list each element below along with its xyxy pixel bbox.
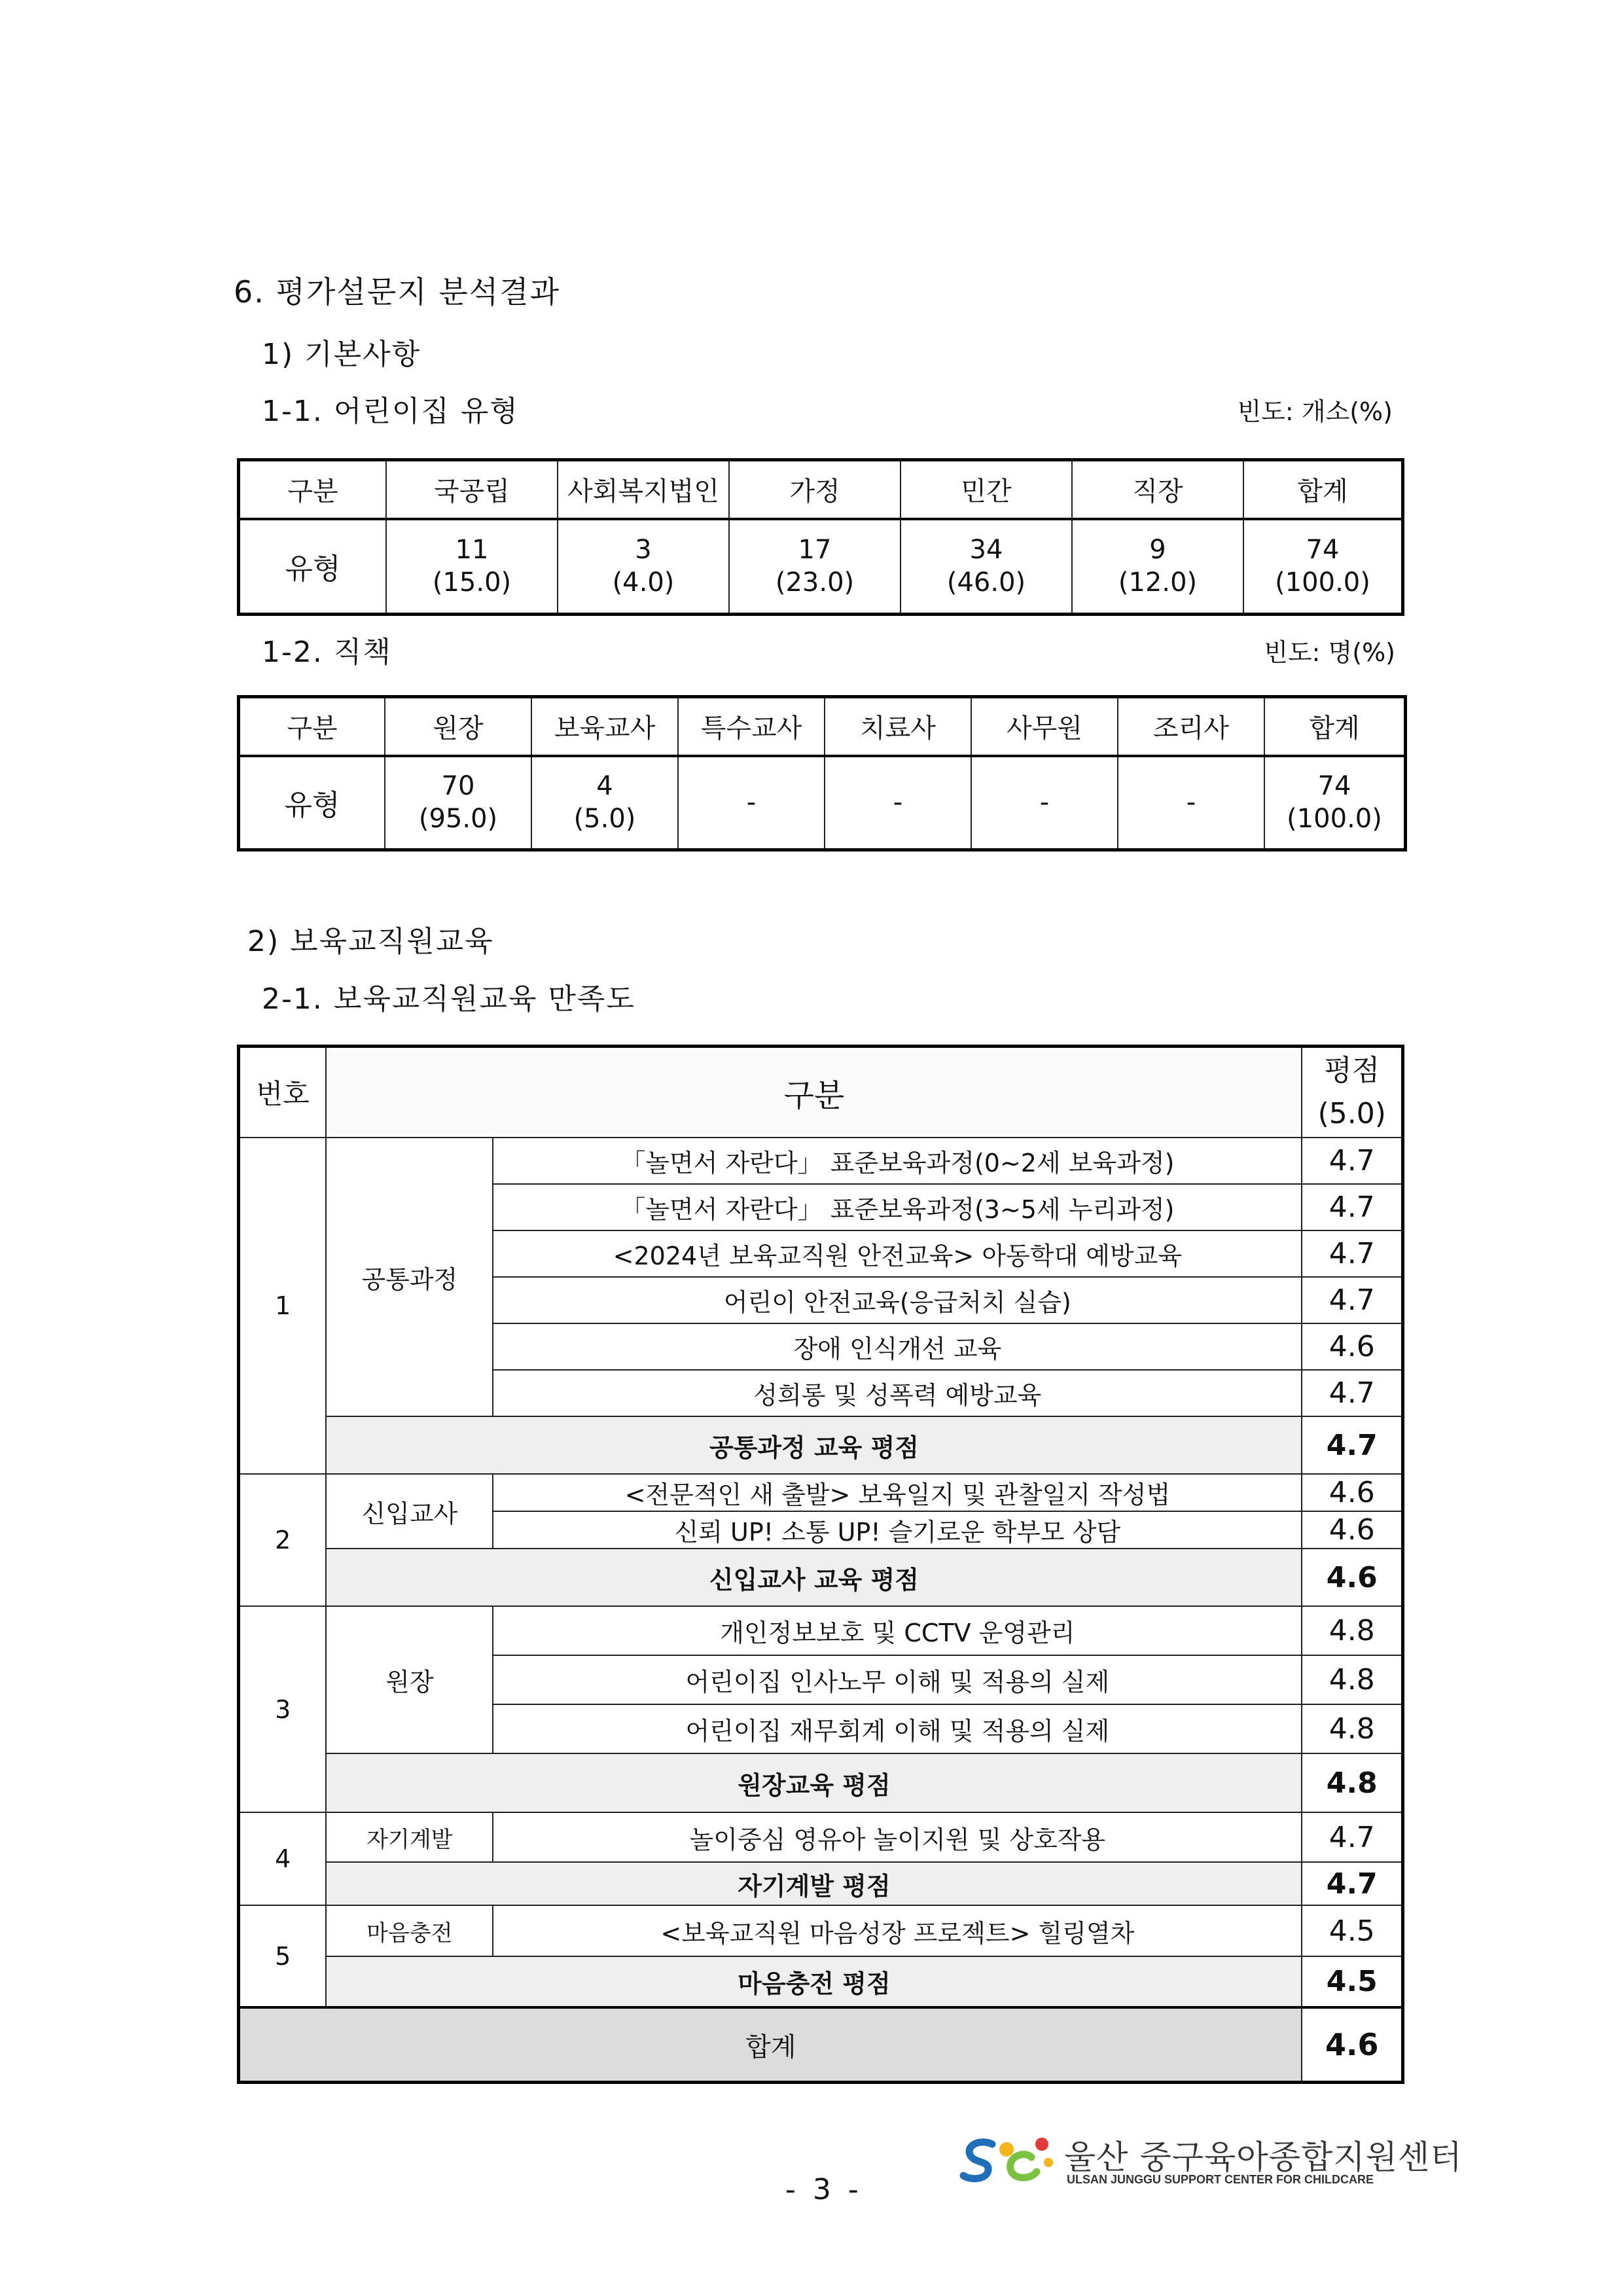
table-header-row (239, 460, 1403, 519)
group-category: 자기계발 (326, 1812, 493, 1862)
course-score: 4.7 (1302, 1184, 1402, 1230)
group-number: 5 (239, 1905, 327, 2007)
header-cell: 원장 (385, 697, 531, 756)
course-score: 4.5 (1302, 1905, 1402, 1956)
percent: (95.0) (418, 804, 498, 834)
table-row (239, 1905, 1403, 1956)
course-name: <보육교직원 마음성장 프로젝트> 힐링열차 (493, 1905, 1302, 1956)
data-cell (386, 519, 558, 615)
course-name: 어린이집 재무회계 이해 및 적용의 실제 (493, 1704, 1302, 1753)
subtotal-row (239, 1549, 1403, 1606)
subtotal-label: 자기계발 평점 (326, 1862, 1302, 1905)
group-category: 원장 (326, 1606, 493, 1753)
header-score-scale: (5.0) (1317, 1097, 1386, 1130)
count: 74 (1317, 771, 1351, 802)
table3-title: 2-1. 보육교직원교육 만족도 (262, 982, 635, 1016)
row-label: 유형 (239, 519, 387, 615)
table-row (239, 519, 1403, 615)
group-number: 1 (239, 1138, 327, 1474)
page-number: - 3 - (785, 2173, 863, 2206)
subtotal-label: 원장교육 평점 (326, 1753, 1302, 1812)
course-name: 「놀면서 자란다」 표준보육과정(3~5세 누리과정) (493, 1184, 1302, 1230)
course-name: <전문적인 새 출발> 보육일지 및 관찰일지 작성법 (493, 1474, 1302, 1511)
header-cell: 민간 (901, 460, 1072, 519)
course-name: 신뢰 UP! 소통 UP! 슬기로운 학부모 상담 (493, 1511, 1302, 1549)
count: 70 (441, 771, 475, 802)
group-number: 4 (239, 1812, 327, 1905)
count: - (1186, 787, 1196, 818)
percent: (4.0) (612, 567, 675, 598)
data-cell (1264, 756, 1406, 850)
header-cell: 사회복지법인 (558, 460, 729, 519)
data-cell (901, 519, 1072, 615)
group-number: 2 (239, 1474, 327, 1606)
center-logo (959, 2130, 1463, 2189)
course-name: <2024년 보육교직원 안전교육> 아동학대 예방교육 (493, 1230, 1302, 1277)
group-category: 신입교사 (326, 1474, 493, 1549)
header-cell: 구분 (239, 697, 385, 756)
percent: (12.0) (1118, 567, 1198, 598)
course-name: 장애 인식개선 교육 (493, 1323, 1302, 1370)
data-cell (825, 756, 971, 850)
percent: (46.0) (946, 567, 1026, 598)
course-name: 성희롱 및 성폭력 예방교육 (493, 1370, 1302, 1416)
table1-title: 1-1. 어린이집 유형 (262, 395, 519, 428)
count: 4 (596, 771, 613, 802)
table-row (239, 756, 1406, 850)
header-cell: 구분 (239, 460, 387, 519)
subtotal-score: 4.6 (1302, 1549, 1402, 1606)
course-score: 4.6 (1302, 1511, 1402, 1549)
group-number: 3 (239, 1606, 327, 1812)
percent: (100.0) (1275, 567, 1370, 598)
course-score: 4.6 (1302, 1323, 1402, 1370)
daycare-type-table (237, 458, 1404, 616)
header-cell: 합계 (1243, 460, 1403, 519)
count: - (746, 787, 757, 818)
percent: (23.0) (775, 567, 855, 598)
data-cell (531, 756, 678, 850)
table-row (239, 1812, 1403, 1862)
total-label: 합계 (239, 2007, 1302, 2083)
course-name: 어린이집 인사노무 이해 및 적용의 실제 (493, 1655, 1302, 1704)
count: 3 (635, 535, 652, 565)
table2-title: 1-2. 직책 (262, 636, 392, 669)
data-cell (385, 756, 531, 850)
course-score: 4.7 (1302, 1812, 1402, 1862)
total-score: 4.6 (1302, 2007, 1402, 2083)
subtotal-row (239, 1956, 1403, 2007)
course-name: 놀이중심 영유아 놀이지원 및 상호작용 (493, 1812, 1302, 1862)
header-cell: 특수교사 (678, 697, 825, 756)
table-row (239, 1474, 1403, 1511)
data-cell (729, 519, 901, 615)
course-score: 4.7 (1302, 1370, 1402, 1416)
basic-heading: 1) 기본사항 (262, 338, 421, 371)
percent: (100.0) (1287, 804, 1382, 834)
count: 17 (798, 535, 832, 565)
subtotal-label: 공통과정 교육 평점 (326, 1416, 1302, 1474)
course-name: 개인정보보호 및 CCTV 운영관리 (493, 1606, 1302, 1655)
subtotal-score: 4.5 (1302, 1956, 1402, 2007)
header-cell: 보육교사 (531, 697, 678, 756)
row-label: 유형 (239, 756, 385, 850)
subtotal-score: 4.7 (1302, 1416, 1402, 1474)
header-cell: 조리사 (1118, 697, 1264, 756)
count: 11 (455, 535, 489, 565)
subtotal-row (239, 1416, 1403, 1474)
edu-heading: 2) 보육교직원교육 (247, 925, 494, 958)
course-score: 4.7 (1302, 1230, 1402, 1277)
subtotal-score: 4.7 (1302, 1862, 1402, 1905)
header-category: 구분 (326, 1047, 1302, 1138)
header-cell: 치료사 (825, 697, 971, 756)
position-table (237, 695, 1407, 852)
course-score: 4.6 (1302, 1474, 1402, 1511)
table-header-row (239, 697, 1406, 756)
data-cell (558, 519, 729, 615)
count: 34 (969, 535, 1003, 565)
header-cell: 사무원 (971, 697, 1118, 756)
group-category: 마음충전 (326, 1905, 493, 1956)
course-score: 4.8 (1302, 1704, 1402, 1753)
center-name: 울산 중구육아종합지원센터 (1064, 2138, 1463, 2176)
subtotal-row (239, 1862, 1403, 1905)
course-name: 「놀면서 자란다」 표준보육과정(0~2세 보육과정) (493, 1138, 1302, 1184)
header-cell: 직장 (1072, 460, 1243, 519)
table-row (239, 1606, 1403, 1655)
center-english-name: ULSAN JUNGGU SUPPORT CENTER FOR CHILDCARE (1067, 2173, 1374, 2186)
table-header-row (239, 1047, 1403, 1138)
table1-unit: 빈도: 개소(%) (1237, 397, 1393, 426)
course-score: 4.7 (1302, 1277, 1402, 1323)
count: 9 (1149, 535, 1166, 565)
count: - (893, 787, 903, 818)
percent: (15.0) (432, 567, 512, 598)
course-score: 4.8 (1302, 1606, 1402, 1655)
data-cell (1072, 519, 1243, 615)
subtotal-label: 마음충전 평점 (326, 1956, 1302, 2007)
data-cell (971, 756, 1118, 850)
percent: (5.0) (573, 804, 636, 834)
header-cell: 국공립 (386, 460, 558, 519)
course-score: 4.8 (1302, 1655, 1402, 1704)
course-name: 어린이 안전교육(응급처치 실습) (493, 1277, 1302, 1323)
count: 74 (1306, 535, 1340, 565)
header-score (1302, 1047, 1402, 1138)
subtotal-label: 신입교사 교육 평점 (326, 1549, 1302, 1606)
header-num: 번호 (239, 1047, 327, 1138)
table2-unit: 빈도: 명(%) (1264, 638, 1395, 667)
count: - (1039, 787, 1050, 818)
center-logo-icon (959, 2130, 1058, 2189)
satisfaction-table (237, 1045, 1404, 2084)
subtotal-score: 4.8 (1302, 1753, 1402, 1812)
section-title: 6. 평가설문지 분석결과 (234, 274, 561, 310)
header-cell: 합계 (1264, 697, 1406, 756)
data-cell (1243, 519, 1403, 615)
course-score: 4.7 (1302, 1138, 1402, 1184)
subtotal-row (239, 1753, 1403, 1812)
header-cell: 가정 (729, 460, 901, 519)
group-category: 공통과정 (326, 1138, 493, 1416)
data-cell (678, 756, 825, 850)
header-score-label: 평점 (1324, 1054, 1380, 1087)
total-row (239, 2007, 1403, 2083)
data-cell (1118, 756, 1264, 850)
table-row (239, 1138, 1403, 1184)
